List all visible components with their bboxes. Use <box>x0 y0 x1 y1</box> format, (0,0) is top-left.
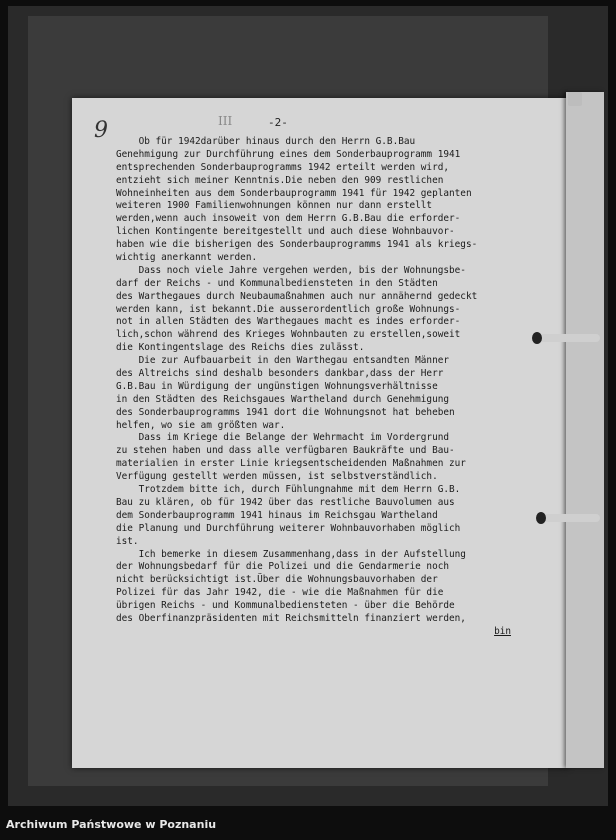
handwritten-folio-number: 9 <box>94 118 108 143</box>
text-line: G.B.Bau in Würdigung der ungünstigen Wohnungsverhältnisse <box>116 380 438 392</box>
binding-string-top <box>536 334 600 342</box>
text-line: Bau zu klären, ob für 1942 über das restliche Bauvolumen aus <box>116 496 455 508</box>
text-line: Dass im Kriege die Belange der Wehrmacht im Vordergrund <box>116 432 450 444</box>
text-line: entzieht sich meiner Kenntnis.Die neben den 909 restlichen <box>116 174 444 186</box>
text-line: Genehmigung zur Durchführung eines dem Sonderbauprogramm 1941 <box>116 148 461 160</box>
binder-clip <box>568 92 582 106</box>
binding-string-bottom <box>540 514 600 522</box>
text-line: Dass noch viele Jahre vergehen werden, bis der Wohnungsbe- <box>116 264 466 276</box>
typed-letter-text <box>116 136 511 639</box>
text-line: in den Städten des Reichsgaues Wartheland durch Genehmigung <box>116 393 450 405</box>
adjacent-page-edge <box>566 92 604 768</box>
text-line: entsprechenden Sonderbauprogramms 1942 erteilt werden wird, <box>116 161 450 173</box>
text-line: des Warthegaues durch Neubaumaßnahmen auch nur annähernd gedeckt <box>116 290 478 302</box>
text-line: Verfügung gestellt werden müssen, ist selbstverständlich. <box>116 471 438 483</box>
text-line: darf der Reichs - und Kommunalbediensteten in den Städten <box>116 277 438 289</box>
text-line: die Kontingentslage des Reichs dies zulässt. <box>116 342 365 354</box>
text-line: zu stehen haben und dass alle verfügbaren Baukräfte und Bau- <box>116 445 455 457</box>
pencil-mark: III <box>218 114 233 128</box>
text-line: übrigen Reichs - und Kommunalbediensteten - über die Behörde <box>116 600 455 612</box>
text-line: werden,wenn auch insoweit von dem Herrn G.B.Bau die erforder- <box>116 213 461 225</box>
text-line: materialien in erster Linie kriegsentscheidenden Maßnahmen zur <box>116 458 466 470</box>
text-line: des Sonderbauprogramms 1941 dort die Wohnungsnot hat beheben <box>116 406 455 418</box>
text-line: Wohneinheiten aus dem Sonderbauprogramm 1941 für 1942 geplanten <box>116 187 472 199</box>
text-line: Ich bemerke in diesem Zusammenhang,dass in der Aufstellung <box>116 548 466 560</box>
text-line: der Wohnungsbedarf für die Polizei und die Gendarmerie noch <box>116 561 450 573</box>
text-line: Ob für 1942darüber hinaus durch den Herrn G.B.Bau <box>116 136 416 147</box>
text-line: lichen Kontingente bereitgestellt und auch diese Wohnbauvor- <box>116 226 455 238</box>
text-line: wichtig anerkannt werden. <box>116 252 258 264</box>
text-line: die Planung und Durchführung weiterer Wohnbauvorhaben möglich <box>116 522 461 534</box>
text-line: des Oberfinanzpräsidenten mit Reichsmitteln finanziert werden, <box>116 612 466 624</box>
footer-bar <box>0 806 616 840</box>
text-line: nicht berücksichtigt ist.Über die Wohnungsbauvorhaben der <box>116 574 438 586</box>
text-line: weiteren 1900 Familienwohnungen können nur dann erstellt <box>116 200 433 212</box>
text-line: Trotzdem bitte ich, durch Fühlungnahme mit dem Herrn G.B. <box>116 484 461 496</box>
text-line: dem Sonderbauprogramm 1941 hinaus im Reichsgau Wartheland <box>116 509 438 521</box>
text-line: werden kann, ist bekannt.Die ausserordentlich große Wohnungs- <box>116 303 461 315</box>
text-line: lich,schon während des Krieges Wohnbauten zu erstellen,soweit <box>116 329 461 341</box>
text-line: Polizei für das Jahr 1942, die - wie die Maßnahmen für die <box>116 587 444 599</box>
text-line: des Altreichs sind deshalb besonders dankbar,dass der Herr <box>116 368 444 380</box>
text-line: not in allen Städten des Warthegaues macht es indes erforder- <box>116 316 461 328</box>
archive-label: Archiwum Państwowe w Poznaniu <box>6 818 217 831</box>
catchword: bin <box>494 625 511 637</box>
text-line: helfen, wo sie am größten war. <box>116 419 286 431</box>
text-line: haben wie die bisherigen des Sonderbauprogramms 1941 als kriegs- <box>116 239 478 251</box>
text-line: Die zur Aufbauarbeit in den Warthegau entsandten Männer <box>116 355 450 367</box>
page-number: -2- <box>268 116 288 129</box>
text-line: ist. <box>116 535 139 547</box>
